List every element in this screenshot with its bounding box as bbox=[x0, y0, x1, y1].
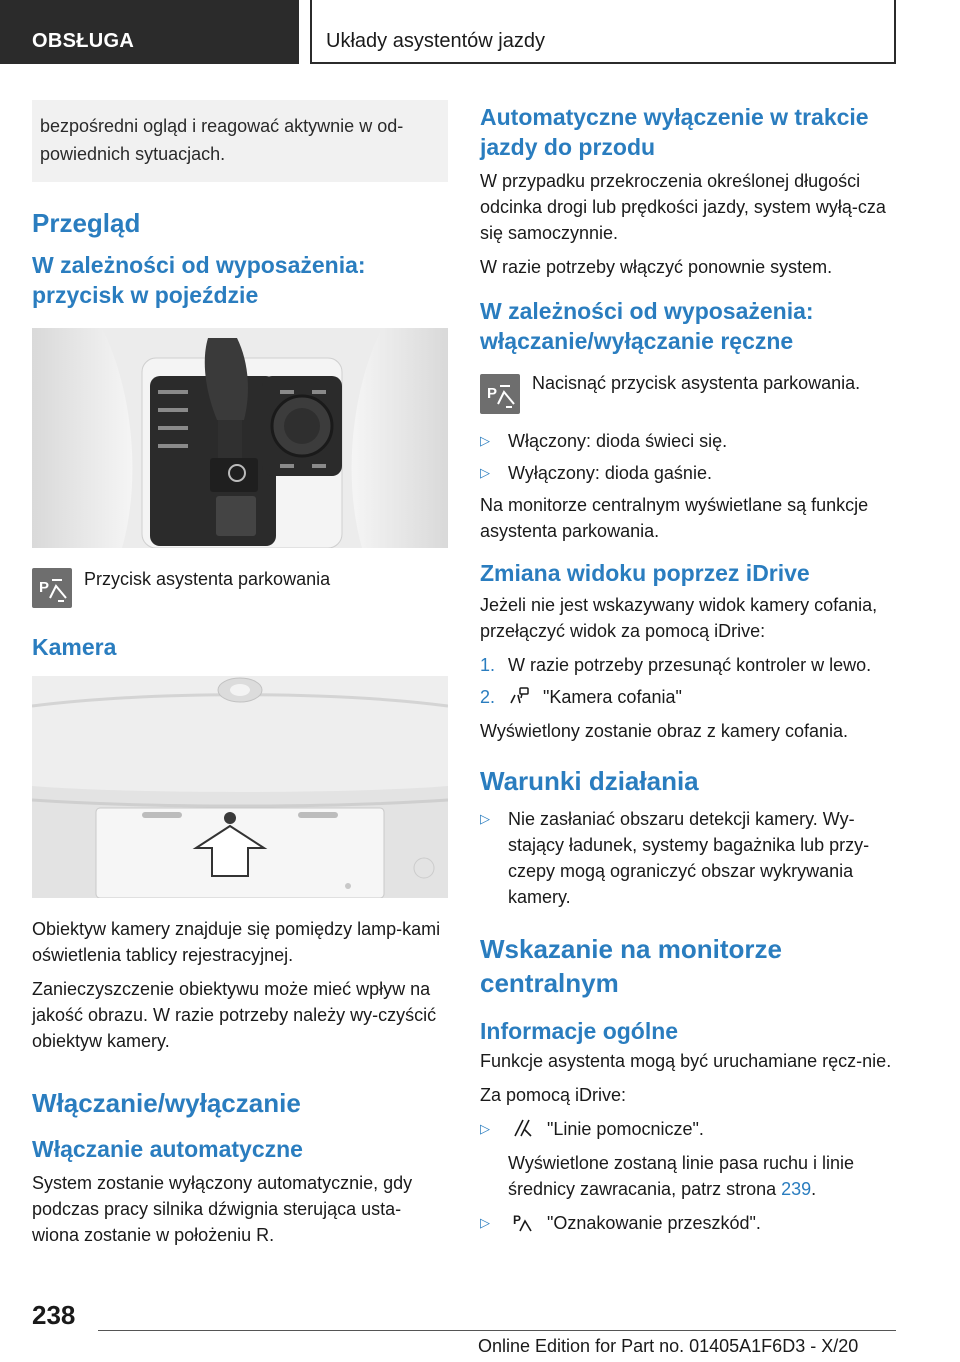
step-text: "Kamera cofania" bbox=[543, 687, 682, 707]
step-item bbox=[480, 652, 900, 678]
step-number: 2. bbox=[480, 687, 496, 707]
button-caption-row bbox=[32, 566, 448, 610]
list-item bbox=[480, 806, 900, 910]
chapter-title: Układy asystentów jazdy bbox=[326, 30, 545, 52]
view-paragraph: Jeżeli nie jest wskazywany widok kamery cofania, przełączyć widok za pomocą iDrive: bbox=[480, 595, 878, 641]
right-column bbox=[480, 92, 900, 1236]
lines-description bbox=[508, 1150, 900, 1202]
manual-paragraph: Na monitorze centralnym wyświetlane są funkcje asystenta parkowania. bbox=[480, 495, 869, 541]
rear-camera-icon bbox=[508, 685, 530, 707]
heading-overview: Przegląd bbox=[32, 208, 141, 238]
svg-text:P: P bbox=[39, 579, 50, 596]
section-title: OBSŁUGA bbox=[32, 30, 135, 52]
left-column bbox=[32, 92, 448, 1248]
lines-description-text: Wyświetlone zostaną linie pasa ruchu i linie średnicy zawracania, patrz strona bbox=[508, 1153, 855, 1199]
heading-button: W zależności od wyposażenia: przycisk w pojeździe bbox=[32, 252, 366, 308]
triangle-bullet-icon: ▷ bbox=[480, 1215, 490, 1230]
list-item-text: Wyłączony: dioda gaśnie. bbox=[508, 463, 712, 483]
heading-general: Informacje ogólne bbox=[480, 1018, 679, 1044]
edition-text: Online Edition for Part no. 01405A1F6D3 - X/20 bbox=[478, 1336, 859, 1356]
page-link-239[interactable]: 239 bbox=[781, 1179, 812, 1199]
step-text: W razie potrzeby przesunąć kontroler w lewo. bbox=[508, 655, 872, 675]
heading-view: Zmiana widoku poprzez iDrive bbox=[480, 560, 810, 586]
heading-on-off: Włączanie/wyłączanie bbox=[32, 1088, 301, 1118]
heading-manual: W zależności od wyposażenia: włączanie/wyłączanie ręczne bbox=[480, 298, 814, 354]
list-item bbox=[480, 460, 900, 486]
heading-display: Wskazanie na monitorze centralnym bbox=[480, 934, 782, 998]
manual-icon-text: Nacisnąć przycisk asystenta parkowania. bbox=[532, 373, 861, 393]
console-illustration bbox=[32, 328, 448, 548]
note-text: bezpośredni ogląd i reagować aktywnie w od-powiednich sytuacjach. bbox=[40, 116, 404, 164]
heading-conditions: Warunki działania bbox=[480, 766, 699, 796]
auto-off-paragraph-2: W razie potrzeby włączyć ponownie system. bbox=[480, 257, 833, 277]
general-paragraph: Funkcje asystenta mogą być uruchamiane ręcz-nie. bbox=[480, 1051, 892, 1071]
general-paragraph-2: Za pomocą iDrive: bbox=[480, 1085, 627, 1105]
camera-paragraph-1: Obiektyw kamery znajduje się pomiędzy lamp-kami oświetlenia tablicy rejestracyjnej. bbox=[32, 919, 441, 965]
footer-divider bbox=[98, 1330, 896, 1331]
button-caption: Przycisk asystenta parkowania bbox=[84, 569, 331, 589]
auto-off-paragraph-1: W przypadku przekroczenia określonej długości odcinka drogi lub prędkości jazdy, system wyłą-cza się samoczynnie. bbox=[480, 171, 886, 243]
list-item bbox=[480, 428, 900, 454]
camera-paragraph-2: Zanieczyszczenie obiektywu może mieć wpływ na jakość obrazu. W razie potrzeby należy wy-czyścić obiektyw kamery. bbox=[32, 979, 437, 1051]
guide-lines-icon bbox=[512, 1117, 534, 1139]
note-box bbox=[32, 100, 448, 182]
obstacle-marking-icon bbox=[512, 1211, 534, 1233]
step-number: 1. bbox=[480, 655, 496, 675]
list-item-text: "Linie pomocnicze". bbox=[547, 1119, 704, 1139]
list-item bbox=[480, 1210, 900, 1236]
heading-auto-off: Automatyczne wyłączenie w trakcie jazdy do przodu bbox=[480, 104, 869, 160]
page-number: 238 bbox=[32, 1300, 76, 1330]
heading-auto-on: Włączanie automatyczne bbox=[32, 1136, 303, 1162]
parking-assistant-icon bbox=[480, 374, 520, 414]
camera-image bbox=[32, 676, 448, 898]
triangle-bullet-icon: ▷ bbox=[480, 433, 490, 448]
heading-camera: Kamera bbox=[32, 634, 117, 660]
step-item bbox=[480, 684, 900, 710]
lines-description-end: . bbox=[811, 1179, 817, 1199]
list-item bbox=[480, 1116, 900, 1202]
triangle-bullet-icon: ▷ bbox=[480, 1121, 490, 1136]
svg-text:P: P bbox=[487, 385, 498, 402]
list-item-text: "Oznakowanie przeszkód". bbox=[547, 1213, 761, 1233]
auto-on-paragraph: System zostanie wyłączony automatycznie, gdy podczas pracy silnika dźwignia sterująca usta-wiona zostanie w położeniu R. bbox=[32, 1173, 413, 1245]
section-tab bbox=[0, 0, 299, 64]
svg-text:P: P bbox=[513, 1213, 522, 1227]
tailgate-illustration bbox=[32, 676, 448, 898]
manual-icon-row bbox=[480, 370, 900, 416]
console-image bbox=[32, 328, 448, 548]
list-item-text: Nie zasłaniać obszaru detekcji kamery. Wy-stający ładunek, systemy bagażnika lub przy-czepy mogą ograniczyć obszar wykrywania kamery. bbox=[508, 809, 870, 907]
triangle-bullet-icon: ▷ bbox=[480, 465, 490, 480]
triangle-bullet-icon: ▷ bbox=[480, 811, 490, 826]
parking-assistant-icon bbox=[32, 568, 72, 608]
chapter-tab bbox=[310, 0, 896, 64]
view-paragraph-2: Wyświetlony zostanie obraz z kamery cofania. bbox=[480, 721, 848, 741]
list-item-text: Włączony: dioda świeci się. bbox=[508, 431, 728, 451]
